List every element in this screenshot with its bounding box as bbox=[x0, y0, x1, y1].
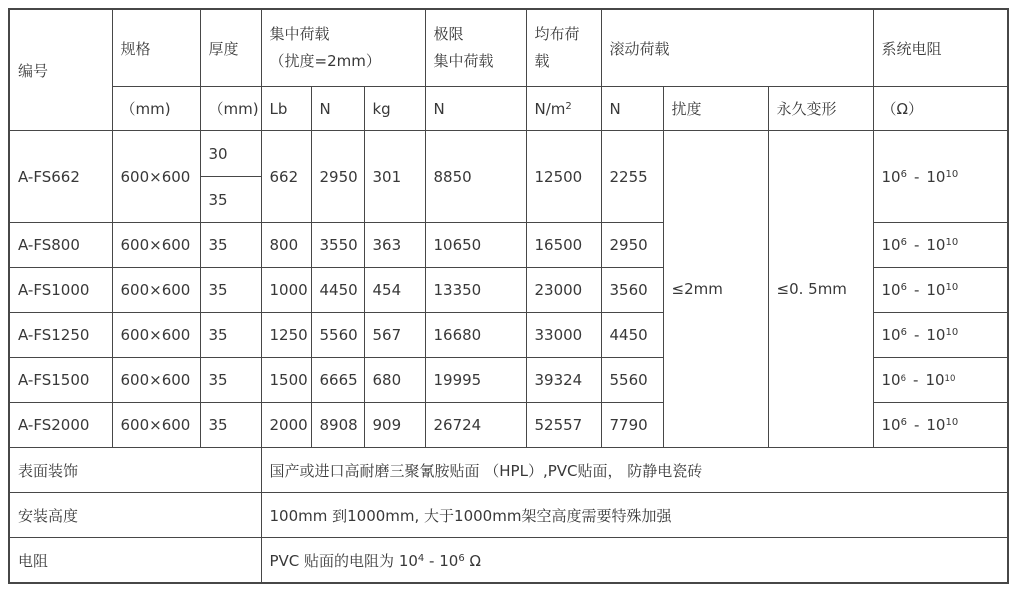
system-resistance-cell: $10^6 - 10^{10}$ bbox=[873, 358, 1008, 403]
distributed-unit bbox=[526, 87, 601, 131]
rolling-n-cell: 4450 bbox=[601, 313, 663, 358]
install-height-label: 安装高度 bbox=[9, 493, 261, 538]
ultimate-cell: 26724 bbox=[425, 403, 526, 448]
thickness-cell-b: 35 bbox=[200, 177, 261, 223]
rolling-deflection-header: 扰度 bbox=[663, 87, 768, 131]
kg-cell: 680 bbox=[364, 358, 425, 403]
rolling-unit-n: N bbox=[601, 87, 663, 131]
resistance-range: 10 bbox=[881, 281, 901, 299]
lb-cell: 1500 bbox=[261, 358, 311, 403]
kg-cell: 567 bbox=[364, 313, 425, 358]
header-ultimate-load bbox=[425, 9, 526, 87]
resistance-range: 10 bbox=[881, 371, 901, 389]
system-resistance-cell: $10^6 - 10^{10}$ bbox=[873, 313, 1008, 358]
header-rolling-load: 滚动荷载 bbox=[601, 9, 873, 87]
resistance-note-row bbox=[9, 538, 1008, 584]
thickness-cell: 35 bbox=[200, 223, 261, 268]
thickness-cell-a: 30 bbox=[200, 131, 261, 177]
resistance-range: 10 bbox=[881, 236, 901, 254]
spec-cell: 600×600 bbox=[112, 358, 200, 403]
kg-cell: 454 bbox=[364, 268, 425, 313]
system-resistance-cell: $10^6 - 10^{10}$ bbox=[873, 131, 1008, 223]
spec-unit: （mm) bbox=[112, 87, 200, 131]
kg-cell: 909 bbox=[364, 403, 425, 448]
n-cell: 4450 bbox=[311, 268, 364, 313]
thickness-cell: 35 bbox=[200, 313, 261, 358]
model-cell: A-FS1250 bbox=[9, 313, 112, 358]
header-spec: 规格 bbox=[112, 9, 200, 87]
resistance-range: 10 bbox=[881, 416, 901, 434]
ultimate-load-line2: 集中荷载 bbox=[433, 52, 494, 70]
resistance-note-value: PVC 贴面的电阻为 $10^4 - 10^6$ Ω bbox=[261, 538, 1008, 584]
resistance-range: 10 bbox=[881, 167, 901, 186]
ultimate-cell: 8850 bbox=[425, 131, 526, 223]
rolling-n-cell: 5560 bbox=[601, 358, 663, 403]
lb-cell: 662 bbox=[261, 131, 311, 223]
concentrated-load-subtitle: （扰度=2mm） bbox=[269, 52, 381, 70]
model-cell: A-FS2000 bbox=[9, 403, 112, 448]
ultimate-cell: 16680 bbox=[425, 313, 526, 358]
thickness-cell: 35 bbox=[200, 403, 261, 448]
lb-cell: 1250 bbox=[261, 313, 311, 358]
ultimate-cell: 19995 bbox=[425, 358, 526, 403]
ultimate-cell: 10650 bbox=[425, 223, 526, 268]
distributed-cell: 52557 bbox=[526, 403, 601, 448]
distributed-cell: 12500 bbox=[526, 131, 601, 223]
thickness-cell: 35 bbox=[200, 358, 261, 403]
ultimate-cell: 13350 bbox=[425, 268, 526, 313]
rolling-n-cell: 3560 bbox=[601, 268, 663, 313]
spec-cell: 600×600 bbox=[112, 223, 200, 268]
rolling-deflection-cell: ≤2mm bbox=[663, 131, 768, 448]
concentrated-load-title: 集中荷载 bbox=[269, 25, 330, 43]
header-distributed-load bbox=[526, 9, 601, 87]
surface-finish-value: 国产或进口高耐磨三聚氰胺贴面 （HPL）,PVC贴面， 防静电瓷砖 bbox=[261, 448, 1008, 493]
kg-cell: 301 bbox=[364, 131, 425, 223]
system-resistance-cell: $10^6 - 10^{10}$ bbox=[873, 403, 1008, 448]
resistance-range: 10 bbox=[881, 326, 901, 344]
unit-n: N bbox=[311, 87, 364, 131]
rolling-permanent-cell: ≤0. 5mm bbox=[768, 131, 873, 448]
lb-cell: 1000 bbox=[261, 268, 311, 313]
rolling-n-cell: 7790 bbox=[601, 403, 663, 448]
spec-cell: 600×600 bbox=[112, 313, 200, 358]
model-cell: A-FS800 bbox=[9, 223, 112, 268]
header-row-1 bbox=[9, 9, 1008, 87]
table-row-afs662-a bbox=[9, 131, 1008, 177]
ultimate-unit: N bbox=[425, 87, 526, 131]
lb-cell: 800 bbox=[261, 223, 311, 268]
n-cell: 6665 bbox=[311, 358, 364, 403]
thickness-cell: 35 bbox=[200, 268, 261, 313]
install-height-row bbox=[9, 493, 1008, 538]
header-system-resistance: 系统电阻 bbox=[873, 9, 1008, 87]
header-thickness: 厚度 bbox=[200, 9, 261, 87]
n-cell: 3550 bbox=[311, 223, 364, 268]
unit-kg: kg bbox=[364, 87, 425, 131]
system-resistance-unit: （Ω） bbox=[873, 87, 1008, 131]
distributed-cell: 16500 bbox=[526, 223, 601, 268]
distributed-cell: 33000 bbox=[526, 313, 601, 358]
distributed-unit-exp: 2 bbox=[565, 100, 572, 112]
distributed-cell: 23000 bbox=[526, 268, 601, 313]
surface-finish-label: 表面装饰 bbox=[9, 448, 261, 493]
model-cell: A-FS1500 bbox=[9, 358, 112, 403]
floor-spec-table bbox=[8, 8, 1009, 584]
spec-cell: 600×600 bbox=[112, 268, 200, 313]
distributed-load-line1: 均布荷 bbox=[534, 25, 580, 43]
header-row-2 bbox=[9, 87, 1008, 131]
thickness-unit: （mm) bbox=[200, 87, 261, 131]
distributed-load-line2: 载 bbox=[534, 52, 550, 70]
resistance-note-label: 电阻 bbox=[9, 538, 261, 584]
system-resistance-cell: $10^6 - 10^{10}$ bbox=[873, 223, 1008, 268]
n-cell: 5560 bbox=[311, 313, 364, 358]
rolling-n-cell: 2950 bbox=[601, 223, 663, 268]
header-concentrated-load bbox=[261, 9, 425, 87]
lb-cell: 2000 bbox=[261, 403, 311, 448]
system-resistance-cell: $10^6 - 10^{10}$ bbox=[873, 268, 1008, 313]
unit-lb: Lb bbox=[261, 87, 311, 131]
n-cell: 2950 bbox=[311, 131, 364, 223]
header-model: 编号 bbox=[9, 9, 112, 131]
model-cell: A-FS1000 bbox=[9, 268, 112, 313]
spec-cell: 600×600 bbox=[112, 131, 200, 223]
spec-cell: 600×600 bbox=[112, 403, 200, 448]
distributed-unit-base: N/m bbox=[534, 99, 566, 118]
rolling-n-cell: 2255 bbox=[601, 131, 663, 223]
distributed-cell: 39324 bbox=[526, 358, 601, 403]
rolling-permanent-header: 永久变形 bbox=[768, 87, 873, 131]
kg-cell: 363 bbox=[364, 223, 425, 268]
ultimate-load-line1: 极限 bbox=[433, 25, 464, 43]
model-cell: A-FS662 bbox=[9, 131, 112, 223]
surface-finish-row bbox=[9, 448, 1008, 493]
install-height-value: 100mm 到1000mm, 大于1000mm架空高度需要特殊加强 bbox=[261, 493, 1008, 538]
n-cell: 8908 bbox=[311, 403, 364, 448]
